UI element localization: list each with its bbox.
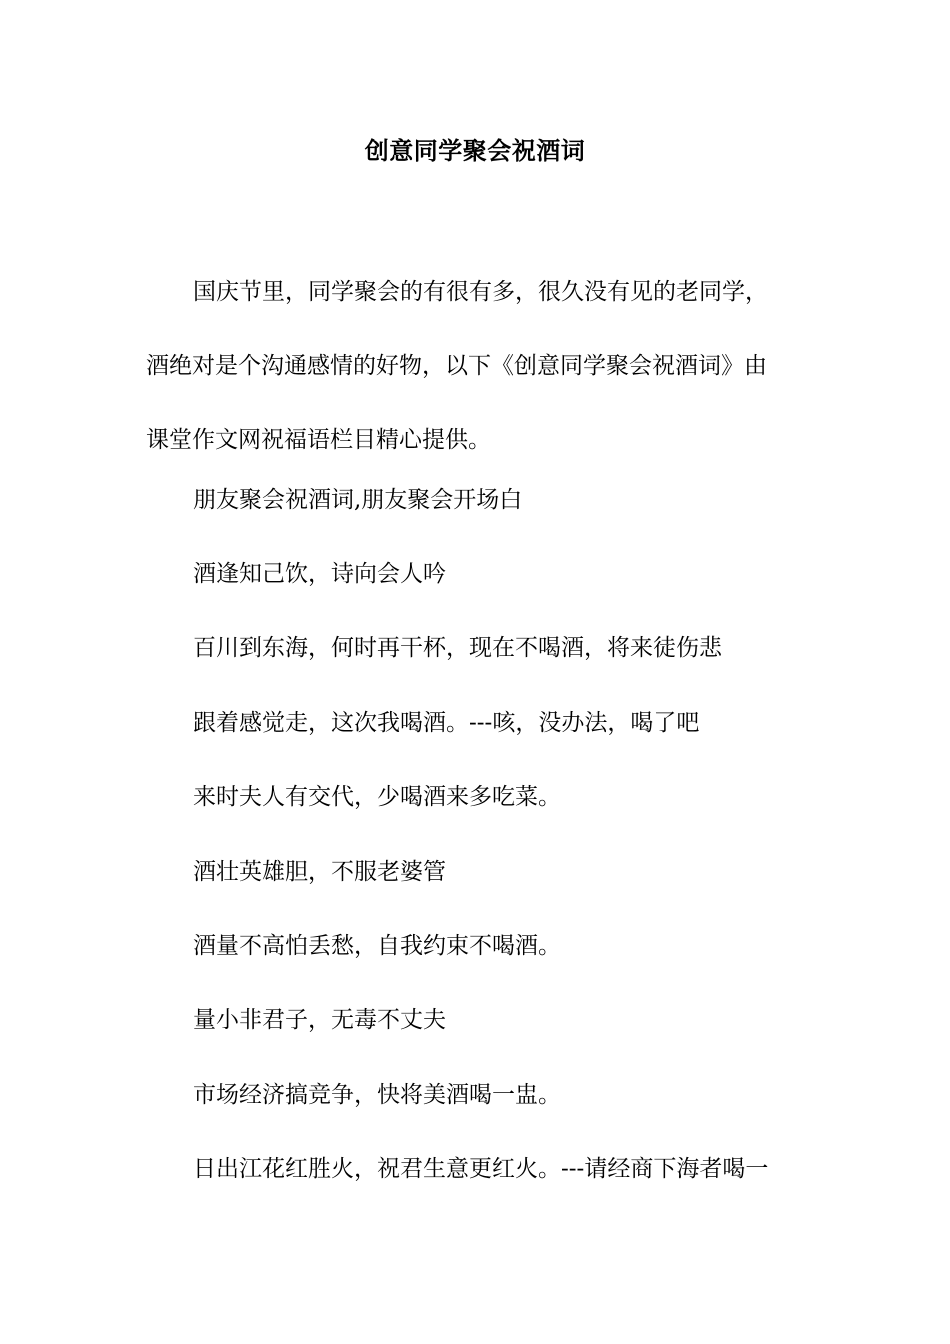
intro-line: 国庆节里，同学聚会的有很有多，很久没有见的老同学， [193, 279, 768, 305]
text-line: 跟着感觉走，这次我喝酒。---咳，没办法，喝了吧 [193, 710, 700, 736]
text-line: 酒逢知己饮，诗向会人吟 [193, 561, 446, 587]
intro-paragraph [146, 255, 810, 477]
text-line: 百川到东海，何时再干杯，现在不喝酒，将来徒伤悲 [193, 635, 722, 661]
text-line: 朋友聚会祝酒词,朋友聚会开场白 [193, 487, 523, 513]
document-title: 创意同学聚会祝酒词 [364, 136, 586, 165]
intro-line: 酒绝对是个沟通感情的好物，以下《创意同学聚会祝酒词》由 [146, 353, 767, 379]
text-line: 酒量不高怕丢愁，自我约束不喝酒。 [193, 933, 561, 959]
text-line: 日出江花红胜火，祝君生意更红火。---请经商下海者喝一 [193, 1156, 769, 1182]
text-line: 量小非君子，无毒不丈夫 [193, 1007, 446, 1033]
text-line: 市场经济搞竞争，快将美酒喝一盅。 [193, 1082, 561, 1108]
text-line: 来时夫人有交代，少喝酒来多吃菜。 [193, 784, 561, 810]
intro-line: 课堂作文网祝福语栏目精心提供。 [146, 427, 491, 453]
text-line: 酒壮英雄胆，不服老婆管 [193, 859, 446, 885]
